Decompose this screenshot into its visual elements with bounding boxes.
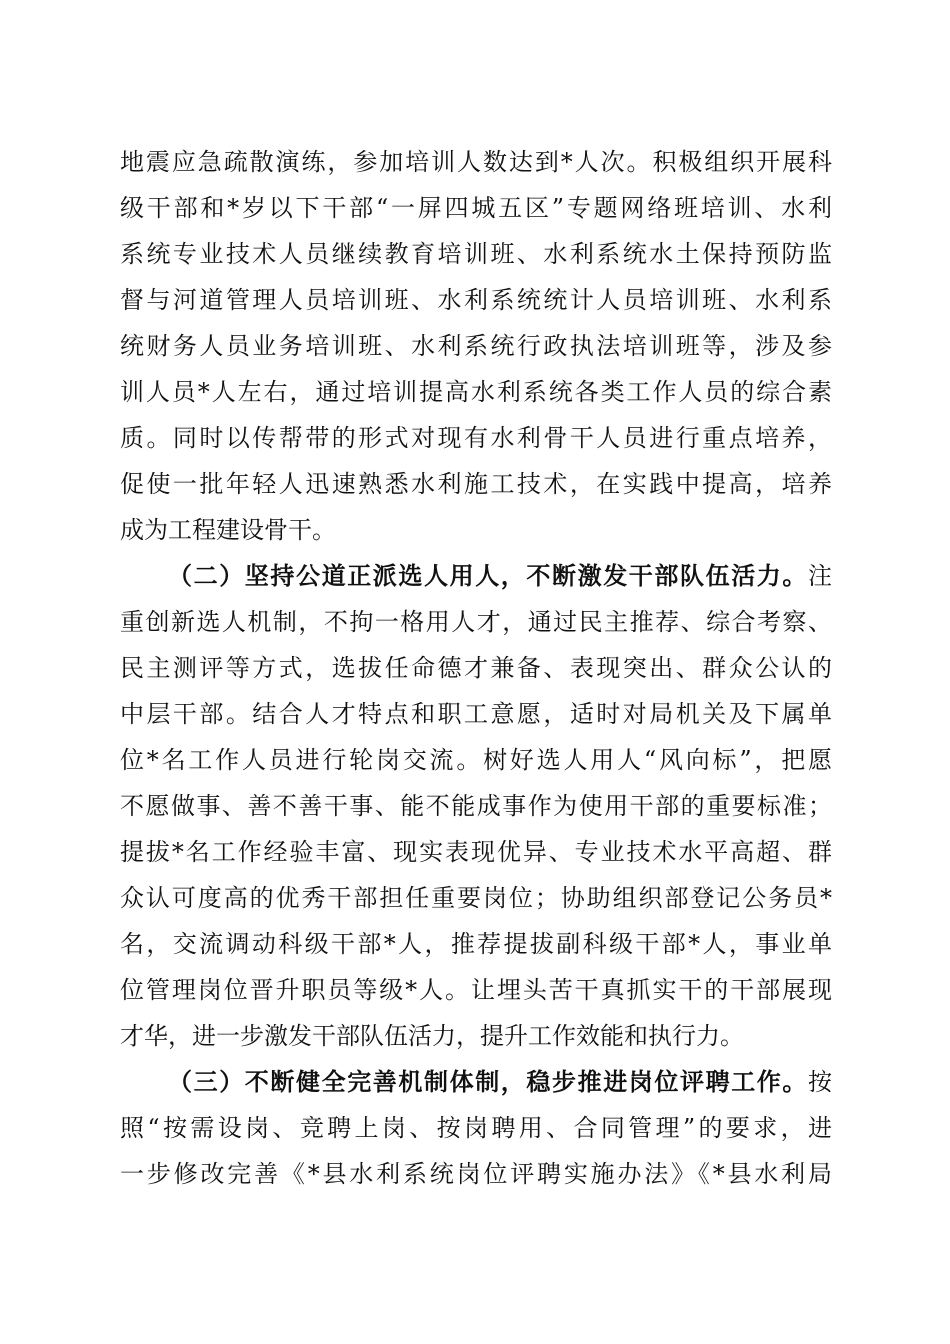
body-line: 督与河道管理人员培训班、水利系统统计人员培训班、水利系 [120, 286, 832, 314]
section-2-line: 民主测评等方式，选拔任命德才兼备、表现突出、群众公认的 [120, 654, 832, 682]
body-line: 促使一批年轻人迅速熟悉水利施工技术，在实践中提高，培养 [120, 470, 832, 498]
body-line: 地震应急疏散演练，参加培训人数达到*人次。积极组织开展科 [120, 148, 832, 176]
section-2-heading: （二）坚持公道正派选人用人，不断激发干部队伍活力。 [168, 561, 808, 590]
body-line: 系统专业技术人员继续教育培训班、水利系统水土保持预防监 [120, 240, 832, 268]
body-line: 训人员*人左右，通过培训提高水利系统各类工作人员的综合素 [120, 378, 832, 406]
section-3-line: 照“按需设岗、竞聘上岗、按岗聘用、合同管理”的要求，进 [120, 1114, 832, 1142]
document-body [120, 139, 832, 1197]
body-line: 统财务人员业务培训班、水利系统行政执法培训班等，涉及参 [120, 332, 832, 360]
section-2-line: 位*名工作人员进行轮岗交流。树好选人用人“风向标”，把愿 [120, 746, 832, 774]
section-2-line: 名，交流调动科级干部*人，推荐提拔副科级干部*人，事业单 [120, 930, 832, 958]
section-2-line: 重创新选人机制，不拘一格用人才，通过民主推荐、综合考察、 [120, 608, 832, 636]
section-2-line: 不愿做事、善不善干事、能不能成事作为使用干部的重要标准； [120, 792, 832, 820]
section-2-line: 位管理岗位晋升职员等级*人。让埋头苦干真抓实干的干部展现 [120, 976, 832, 1004]
section-2-first-line-text: 注 [808, 562, 832, 590]
body-line: 质。同时以传帮带的形式对现有水利骨干人员进行重点培养， [120, 424, 832, 452]
section-3-first-line [120, 1059, 832, 1105]
body-line-last: 成为工程建设骨干。 [120, 516, 336, 544]
section-2-line-last: 才华，进一步激发干部队伍活力，提升工作效能和执行力。 [120, 1022, 744, 1050]
section-3-heading: （三）不断健全完善机制体制，稳步推进岗位评聘工作。 [168, 1067, 808, 1096]
section-3-first-line-text: 按 [808, 1068, 832, 1096]
section-2-line: 提拔*名工作经验丰富、现实表现优异、专业技术水平高超、群 [120, 838, 832, 866]
section-2-line: 众认可度高的优秀干部担任重要岗位；协助组织部登记公务员* [120, 884, 832, 912]
section-2-first-line [120, 553, 832, 599]
section-3-line: 一步修改完善《*县水利系统岗位评聘实施办法》《*县水利局 [120, 1160, 832, 1188]
section-2-line: 中层干部。结合人才特点和职工意愿，适时对局机关及下属单 [120, 700, 832, 728]
body-line: 级干部和*岁以下干部“一屏四城五区”专题网络班培训、水利 [120, 194, 832, 222]
